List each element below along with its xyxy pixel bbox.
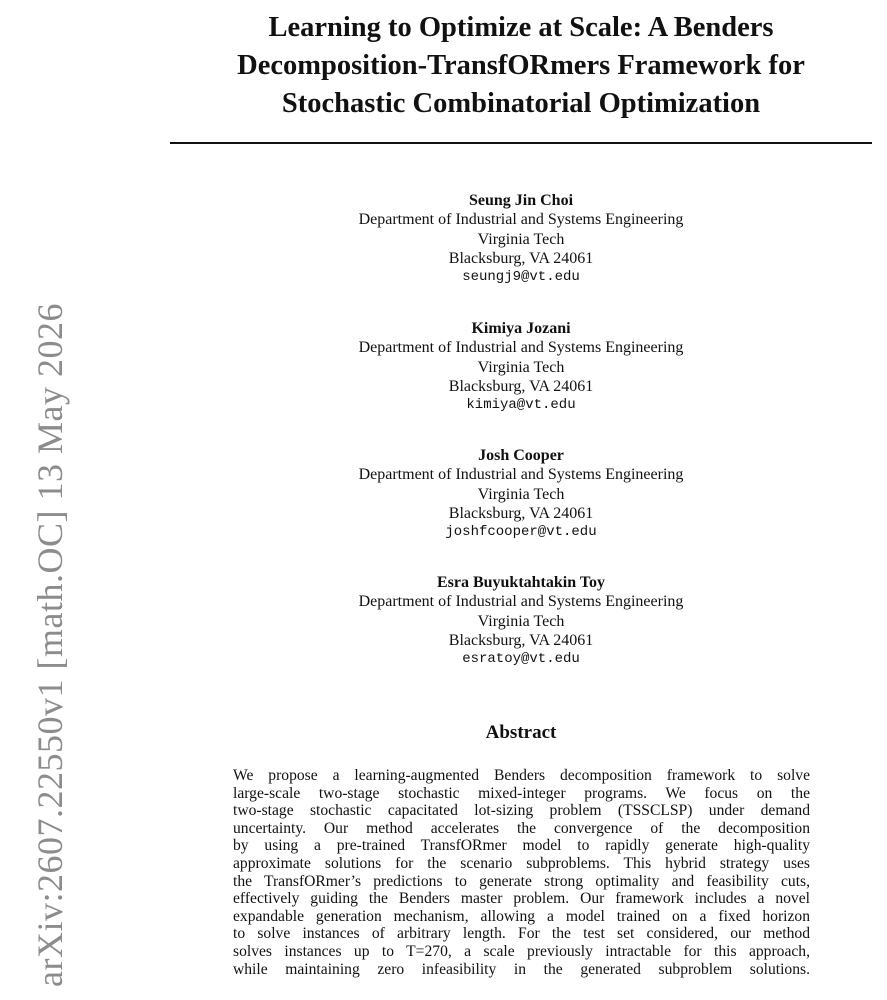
author-location: Blacksburg, VA 24061 xyxy=(448,249,594,267)
abstract-text xyxy=(233,767,810,978)
abstract-heading: Abstract xyxy=(485,722,557,743)
arxiv-identifier-stamp: arXiv:2607.22550v1 [math.OC] 13 May 2026 xyxy=(30,303,70,987)
author-department: Department of Industrial and Systems Engineering xyxy=(358,593,684,611)
author-email: kimiya@vt.edu xyxy=(466,397,576,414)
author-email: seungj9@vt.edu xyxy=(462,269,580,286)
title-line-1: Learning to Optimize at Scale: A Benders xyxy=(268,12,774,43)
author-email: joshfcooper@vt.edu xyxy=(445,524,597,541)
abstract-line: solves instances up to T=270, a scale previously intractable for this approach, xyxy=(233,942,810,960)
author-department: Department of Industrial and Systems Engineering xyxy=(358,339,684,357)
author-name: Esra Buyuktahtakin Toy xyxy=(436,574,606,591)
author-institution: Virginia Tech xyxy=(477,485,565,503)
abstract-line: effectively guiding the Benders master problem. Our framework includes a novel xyxy=(233,890,810,908)
author-block-2 xyxy=(170,319,872,415)
author-location: Blacksburg, VA 24061 xyxy=(448,377,594,395)
author-institution: Virginia Tech xyxy=(477,230,565,248)
abstract-line: two-stage stochastic capacitated lot-sizing problem (TSSCLSP) under demand xyxy=(233,802,810,820)
title-divider xyxy=(170,142,872,144)
abstract-line: by using a pre-trained TransfORmer model to rapidly generate high-quality xyxy=(233,837,810,855)
abstract-line: uncertainty. Our method accelerates the convergence of the decomposition xyxy=(233,819,810,837)
author-block-1 xyxy=(170,191,872,287)
author-name: Kimiya Jozani xyxy=(471,320,571,337)
abstract-line: We propose a learning-augmented Benders decomposition framework to solve xyxy=(233,767,810,784)
abstract-line: expandable generation mechanism, allowing a model trained on a fixed horizon xyxy=(233,907,810,925)
author-institution: Virginia Tech xyxy=(477,358,565,376)
author-name: Seung Jin Choi xyxy=(468,192,574,209)
author-email: esratoy@vt.edu xyxy=(462,651,580,668)
author-location: Blacksburg, VA 24061 xyxy=(448,631,594,649)
author-institution: Virginia Tech xyxy=(477,612,565,630)
author-block-3 xyxy=(170,446,872,542)
abstract-line: large-scale two-stage stochastic mixed-integer programs. We focus on the xyxy=(233,784,810,802)
title-line-3: Stochastic Combinatorial Optimization xyxy=(281,88,761,119)
abstract-line: approximate solutions for the scenario subproblems. This hybrid strategy uses xyxy=(233,854,810,872)
abstract-line: the TransfORmer’s predictions to generate strong optimality and feasibility cuts, xyxy=(233,872,810,890)
author-location: Blacksburg, VA 24061 xyxy=(448,504,594,522)
paper-title xyxy=(170,9,872,123)
title-line-2: Decomposition-TransfORmers Framework for xyxy=(237,50,805,81)
author-block-4 xyxy=(170,573,872,669)
author-department: Department of Industrial and Systems Engineering xyxy=(358,211,684,229)
author-department: Department of Industrial and Systems Engineering xyxy=(358,466,684,484)
author-name: Josh Cooper xyxy=(478,447,564,464)
abstract-line: to solve instances of arbitrary length. For the test set considered, our method xyxy=(233,925,810,943)
abstract-line: while maintaining zero infeasibility in the generated subproblem solutions. xyxy=(233,960,810,978)
